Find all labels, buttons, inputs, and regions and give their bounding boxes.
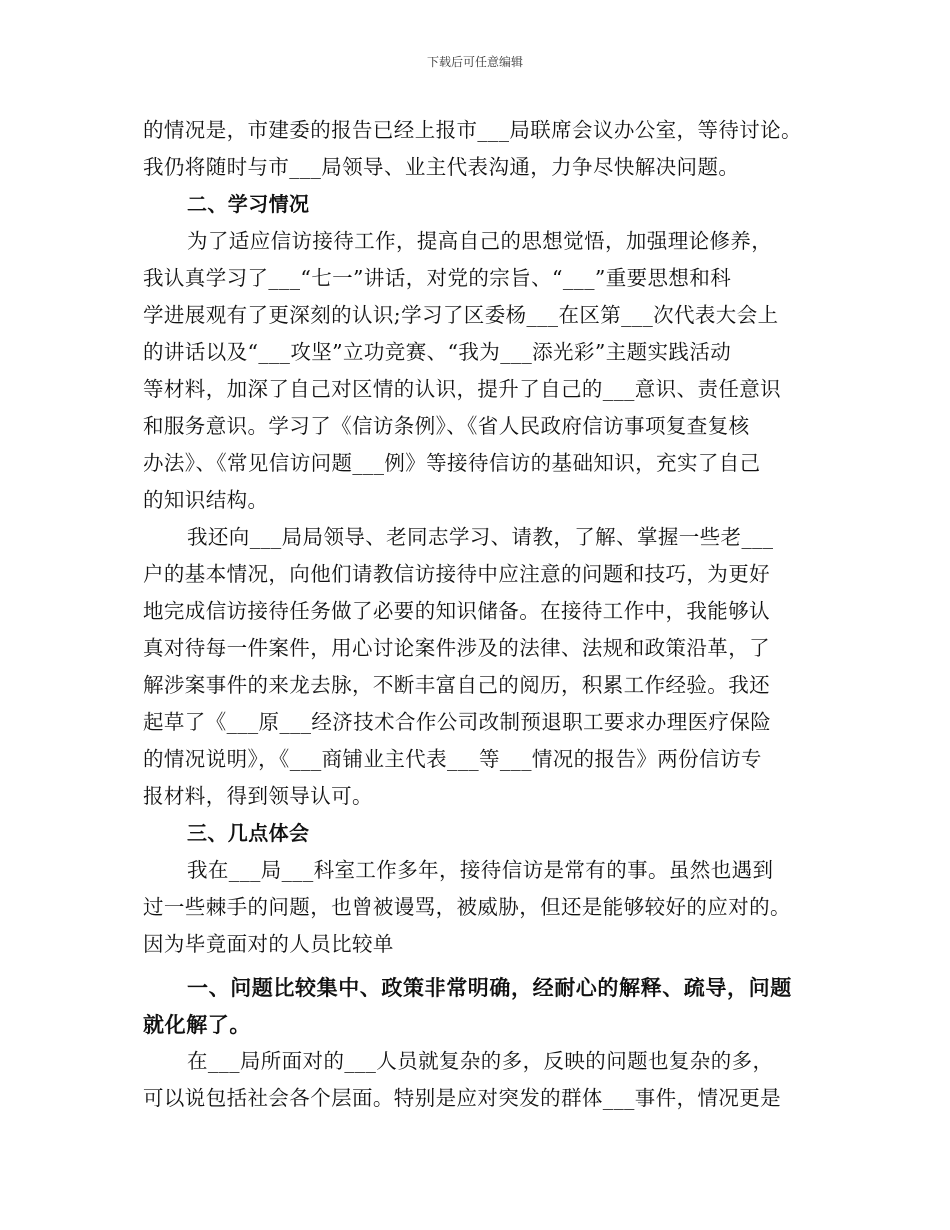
text-line: 的情况是，市建委的报告已经上报市___局联席会议办公室，等待讨论。 <box>143 118 802 142</box>
text-line: 解涉案事件的来龙去脉，不断丰富自己的阅历，积累工作经验。我还 <box>143 673 770 697</box>
text-line: 等材料，加深了自己对区情的认识，提升了自己的___意识、责任意识 <box>143 377 782 401</box>
text-line: 学进展观有了更深刻的认识;学习了区委杨___在区第___次代表大会上 <box>143 303 779 327</box>
text-line: 真对待每一件案件，用心讨论案件涉及的法律、法规和政策沿革，了 <box>143 636 770 660</box>
text-line: 报材料，得到领导认可。 <box>143 784 373 808</box>
text-line: 我仍将随时与市___局领导、业主代表沟通，力争尽快解决问题。 <box>143 155 740 179</box>
section-heading-insights: 三、几点体会 <box>187 821 310 845</box>
section-heading-study: 二、学习情况 <box>187 192 310 216</box>
text-line: 办法》、《常见信访问题___例》等接待信访的基础知识，充实了自己 <box>143 451 761 475</box>
text-line: 和服务意识。学习了《信访条例》、《省人民政府信访事项复查复核 <box>143 414 750 438</box>
paragraph-start: 为了适应信访接待工作，提高自己的思想觉悟，加强理论修养， <box>187 229 773 253</box>
text-line: 过一些棘手的问题，也曾被谩骂，被威胁，但还是能够较好的应对的。 <box>143 895 791 919</box>
text-line: 的知识结构。 <box>143 488 269 512</box>
text-line: 我认真学习了___“七一”讲话，对党的宗旨、“___”重要思想和科 <box>143 266 732 290</box>
paragraph-start: 在___局所面对的___人员就复杂的多，反映的问题也复杂的多， <box>187 1049 774 1073</box>
document-body <box>143 112 813 1117</box>
text-line: 起草了《___原___经济技术合作公司改制预退职工要求办理医疗保险 <box>143 710 772 734</box>
paragraph-start: 我在___局___科室工作多年，接待信访是常有的事。虽然也遇到 <box>187 858 774 882</box>
text-line: 地完成信访接待任务做了必要的知识储备。在接待工作中，我能够认 <box>143 599 770 623</box>
text-line: 户的基本情况，向他们请教信访接待中应注意的问题和技巧，为更好 <box>143 562 770 586</box>
page-header: 下载后可任意编辑 <box>426 55 523 69</box>
text-line: 的情况说明》，《___商铺业主代表___等___情况的报告》两份信访专 <box>143 747 762 771</box>
text-line: 可以说包括社会各个层面。特别是应对突发的群体___事件，情况更是 <box>143 1086 782 1110</box>
bold-subheading: 一、问题比较集中、政策非常明确，经耐心的解释、疏导，问题 <box>187 975 792 1000</box>
bold-subheading-continued: 就化解了。 <box>143 1012 251 1037</box>
paragraph-start: 我还向___局局领导、老同志学习、请教，了解、掌握一些老___ <box>187 525 774 549</box>
text-line: 的讲话以及“___攻坚”立功竞赛、“我为___添光彩”主题实践活动 <box>143 340 732 364</box>
text-line: 因为毕竟面对的人员比较单 <box>143 932 394 956</box>
